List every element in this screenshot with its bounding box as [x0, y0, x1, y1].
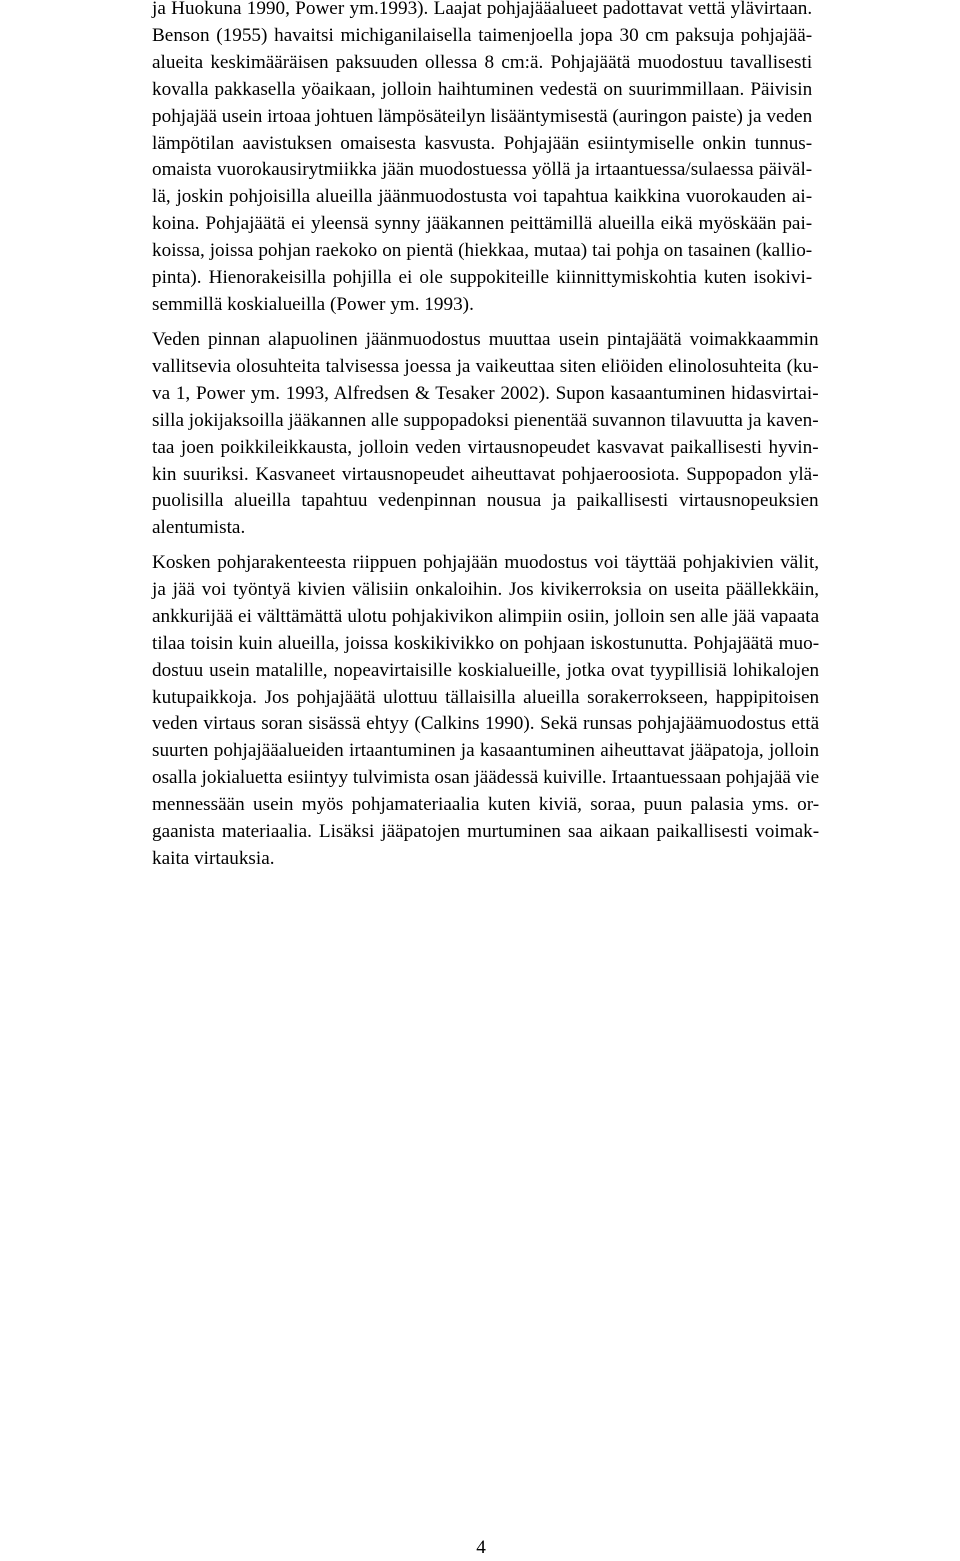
- text-line: semmillä koskialueilla (Power ym. 1993).: [152, 293, 474, 315]
- text-line: va 1, Power ym. 1993, Alfredsen & Tesaker 2002). Supon kasaantuminen hidasvirtai-: [152, 382, 819, 404]
- text-line: dostuu usein matalille, nopeavirtaisille koskialueille, jotka ovat tyypillisiä lohikalojen: [152, 659, 820, 681]
- text-line: kaita virtauksia.: [152, 847, 275, 869]
- text-line: gaanista materiaalia. Lisäksi jääpatojen murtuminen saa aikaan paikallisesti voimak-: [152, 821, 820, 843]
- text-line: koissa, joissa pohjan raekoko on pientä (hiekkaa, mutaa) tai pohja on tasainen (kallio-: [152, 240, 813, 262]
- text-line: kovalla pakkasella yöaikaan, jolloin haihtuminen vedestä on suurimmillaan. Päivisin: [152, 78, 813, 100]
- text-line: alentumista.: [152, 517, 246, 539]
- text-line: puolisilla alueilla tapahtuu vedenpinnan nousua ja paikallisesti virtausnopeuksien: [152, 490, 819, 512]
- page-number: 4: [476, 1537, 486, 1558]
- text-line: omaista vuorokausirytmiikka jään muodostuessa yöllä ja irtaantuessa/sulaessa päiväl-: [152, 159, 813, 181]
- text-line: vallitsevia olosuhteita talvisessa joessa ja vaikeuttaa siten eliöiden elinolosuhteita (ku-: [152, 355, 819, 377]
- text-line: pinta). Hienorakeisilla pohjilla ei ole suppokiteille kiinnittymiskohtia kuten isokivi-: [152, 267, 813, 289]
- paragraph-1: [152, 0, 812, 319]
- text-line: koina. Pohjajäätä ei yleensä synny jääkannen peittämillä alueilla eikä myöskään pai-: [152, 213, 813, 235]
- text-line: kutupaikkoja. Jos pohjajäätä ulottuu tällaisilla alueilla sorakerrokseen, happipitoisen: [152, 686, 820, 708]
- paragraph-3: [152, 550, 819, 873]
- text-line: ja Huokuna 1990, Power ym.1993). Laajat pohjajääalueet padottavat vettä ylävirtaan.: [152, 0, 813, 19]
- page-number-footer: [0, 1537, 960, 1559]
- text-line: suurten pohjajääalueiden irtaantuminen ja kasaantuminen aiheuttavat jääpatoja, jolloin: [152, 740, 820, 762]
- text-line: Veden pinnan alapuolinen jäänmuodostus muuttaa usein pintajäätä voimakkaammin: [152, 329, 819, 350]
- text-line: silla jokijaksoilla jääkannen alle suppopadoksi pienentää suvannon tilavuutta ja kaven-: [152, 409, 819, 431]
- text-line: lämpötilan aavistuksen omaisesta kasvusta. Pohjajään esiintymiselle onkin tunnus-: [152, 132, 813, 154]
- text-line: Benson (1955) havaitsi michiganilaisella taimenjoella jopa 30 cm paksuja pohjajää-: [152, 24, 813, 46]
- text-line: taa joen poikkileikkausta, jolloin veden virtausnopeudet kasvavat paikallisesti hyvin-: [152, 436, 819, 458]
- text-line: Kosken pohjarakenteesta riippuen pohjajään muodostus voi täyttää pohjakivien välit,: [152, 552, 820, 573]
- text-line: kin suuriksi. Kasvaneet virtausnopeudet aiheuttavat pohjaeroosiota. Suppopadon ylä-: [152, 463, 819, 485]
- text-line: tilaa toisin kuin alueilla, joissa koskikivikko on pohjaan iskostunutta. Pohjajäätä muo-: [152, 632, 820, 654]
- paragraph-2: [152, 327, 819, 542]
- text-line: osalla jokialuetta esiintyy tulvimista osan jäädessä kuiville. Irtaantuessaan pohjajää vie: [152, 767, 820, 789]
- text-line: mennessään usein myös pohjamateriaalia kuten kiviä, soraa, puun palasia yms. or-: [152, 794, 820, 816]
- text-line: veden virtaus soran sisässä ehtyy (Calkins 1990). Sekä runsas pohjajäämuodostus että: [152, 713, 820, 735]
- text-line: lä, joskin pohjoisilla alueilla jäänmuodostusta voi tapahtua kaikkina vuorokauden ai-: [152, 186, 813, 208]
- text-line: ankkurijää ei välttämättä ulotu pohjakivikon alimpiin osiin, jolloin sen alle jää vapaata: [152, 605, 820, 627]
- text-line: ja jää voi työntyä kivien välisiin onkaloihin. Jos kivikerroksia on useita päällekkäin,: [152, 578, 820, 600]
- text-line: alueita keskimääräisen paksuuden ollessa 8 cm:ä. Pohjajäätä muodostuu tavallisesti: [152, 51, 813, 73]
- text-line: pohjajää usein irtoaa johtuen lämpösäteilyn lisääntymisestä (auringon paiste) ja veden: [152, 105, 813, 127]
